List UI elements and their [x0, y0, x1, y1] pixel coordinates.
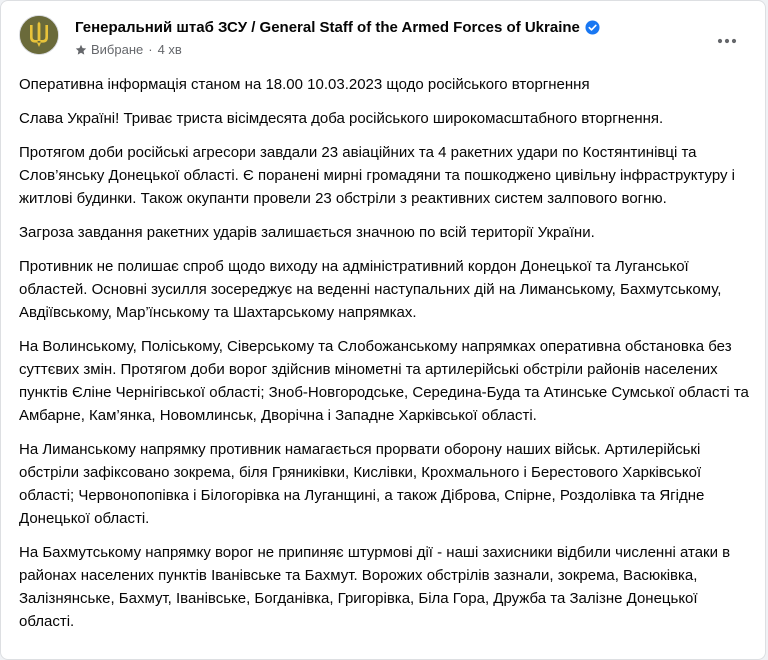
post-paragraph: Противник не полишає спроб щодо виходу на адміністративний кордон Донецької та Луганської областей. Основні зусилля зосереджує на веденні наступальних дій на Лиманському, Бахмутському, Авдіївському, Мар’їнському та Шахтарському напрямках.	[19, 258, 722, 321]
star-icon	[75, 44, 87, 56]
more-options-button[interactable]	[709, 23, 745, 59]
post-time[interactable]: 4 хв	[157, 42, 182, 57]
trident-emblem-icon	[20, 16, 58, 54]
post-paragraph: На Волинському, Поліському, Сіверському та Слобожанському напрямках оперативна обстановка без суттєвих змін. Протягом доби ворог здійснив мінометні та артилерійські обстріли районів населених пунктів Єліне Чернігівської області; Зноб-Новгородське, Середина-Буда та Атинське Сумської області та Амбарне, Кам’янка, Новомлинськ, Дворічна і Западне Харківської області.	[19, 338, 749, 424]
post-paragraph: Загроза завдання ракетних ударів залишається значною по всій території України.	[19, 224, 595, 241]
page-name-text[interactable]: Генеральний штаб ЗСУ / General Staff of the Armed Forces of Ukraine	[75, 19, 580, 36]
avatar[interactable]	[19, 15, 59, 55]
post-body	[19, 73, 749, 644]
post-paragraph: Протягом доби російські агресори завдали 23 авіаційних та 4 ракетних удари по Костянтинівці та Слов’янську Донецької області. Є поранені мирні громадяни та пошкоджено цивільну інфраструктуру і житлові будинки. Також окупанти провели 23 обстріли з реактивних систем залпового вогню.	[19, 144, 735, 207]
post-paragraph: На Бахмутському напрямку ворог не припиняє штурмові дії - наші захисники відбили численні атаки в районах населених пунктів Іванівське та Бахмут. Ворожих обстрілів зазнали, зокрема, Васюківка, Залізнянське, Бахмут, Іванівське, Богданівка, Григорівка, Біла Гора, Дружба та Залізне Донецької області.	[19, 544, 731, 630]
audience-label[interactable]: Вибране	[91, 42, 144, 57]
verified-badge-icon	[585, 20, 600, 35]
more-options-icon	[717, 38, 737, 44]
post-meta	[75, 42, 182, 57]
post-paragraph: На Лиманському напрямку противник намагається прорвати оборону наших військ. Артилерійські обстріли зафіксовано зокрема, біля Гряниківки, Кислівки, Крохмального і Берестового Харківської області; Червонопопівка і Білогорівка на Луганщині, а також Діброва, Спірне, Роздолівка та Ягідне Донецької області.	[19, 441, 705, 527]
page-name[interactable]	[75, 19, 600, 36]
post-paragraph: Оперативна інформація станом на 18.00 10.03.2023 щодо російського вторгнення	[19, 76, 590, 93]
post-paragraph: Слава Україні! Триває триста вісімдесята доба російського широкомасштабного вторгнення.	[19, 110, 664, 127]
post-header	[17, 11, 749, 57]
meta-separator: ·	[148, 42, 153, 57]
